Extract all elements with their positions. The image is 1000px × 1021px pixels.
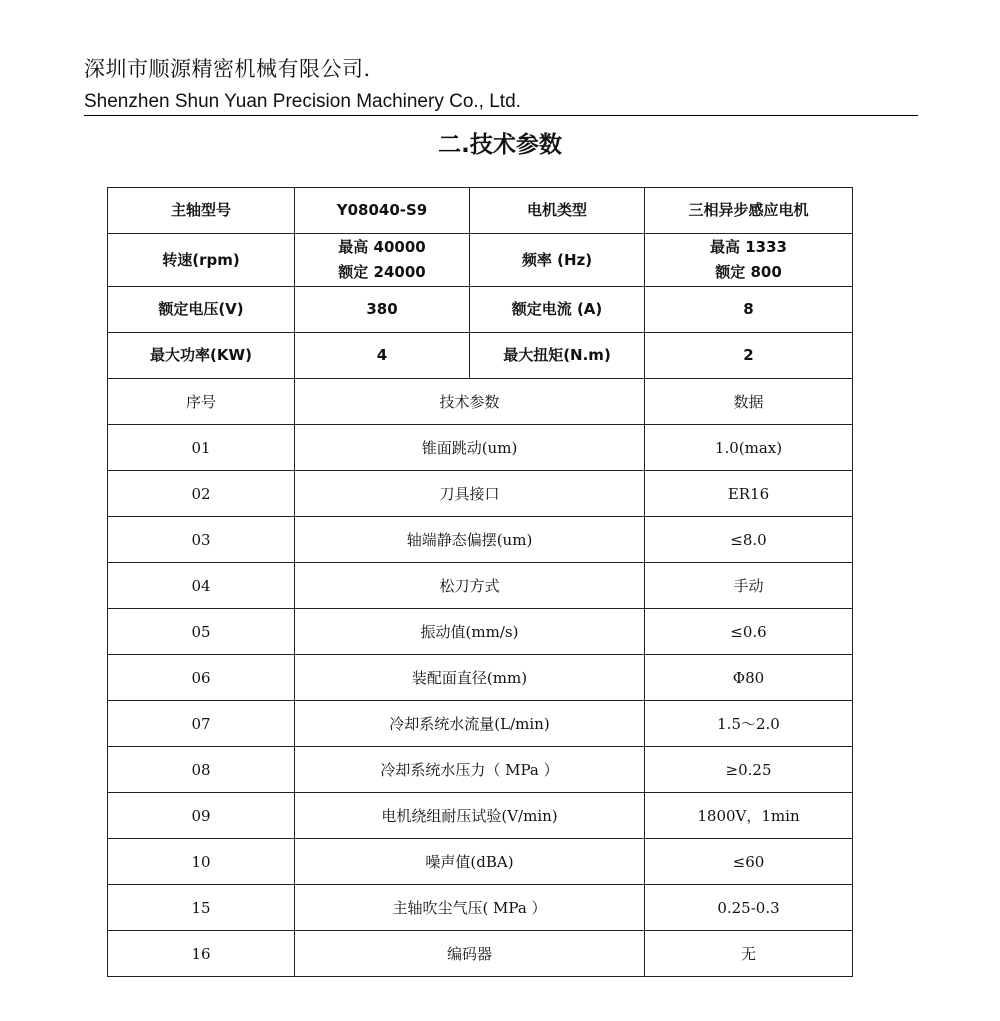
param-name: 冷却系统水压力（ MPa ） [295,747,645,793]
spec-label: 电机类型 [470,188,645,234]
spec-value-line: 4 [376,346,388,364]
spec-summary-row [108,234,853,287]
param-index: 03 [108,517,295,563]
spec-value-line: Y08040-S9 [336,201,428,219]
param-index: 07 [108,701,295,747]
param-value: 1800V，1min [645,793,853,839]
spec-summary-row [108,188,853,234]
spec-value [295,234,470,287]
spec-value-line: 最高 40000 [338,238,426,256]
header-divider [84,115,918,116]
table-row [108,839,853,885]
param-index: 08 [108,747,295,793]
param-value: ≤8.0 [645,517,853,563]
table-row [108,655,853,701]
param-name: 锥面跳动(um) [295,425,645,471]
spec-value-line: 8 [743,300,754,318]
spec-value-line: 额定 800 [715,263,782,281]
table-row [108,563,853,609]
spec-value [295,333,470,379]
company-name-english: Shenzhen Shun Yuan Precision Machinery Co., Ltd. [84,91,521,112]
param-value: 1.0(max) [645,425,853,471]
param-header-index: 序号 [108,379,295,425]
spec-value [295,287,470,333]
param-index: 01 [108,425,295,471]
table-row [108,609,853,655]
spec-label: 额定电流 (A) [470,287,645,333]
company-header [84,55,918,115]
param-value: 1.5～2.0 [645,701,853,747]
spec-value [295,188,470,234]
spec-value-line: 三相异步感应电机 [688,201,809,219]
param-header-value: 数据 [645,379,853,425]
spec-value-line: 380 [366,300,398,318]
param-name: 振动值(mm/s) [295,609,645,655]
spec-value [645,287,853,333]
table-row [108,471,853,517]
spec-value [645,333,853,379]
param-name: 主轴吹尘气压( MPa ） [295,885,645,931]
spec-label: 主轴型号 [108,188,295,234]
param-index: 15 [108,885,295,931]
table-row [108,793,853,839]
table-row [108,747,853,793]
param-name: 噪声值(dBA) [295,839,645,885]
param-name: 刀具接口 [295,471,645,517]
param-header-row [108,379,853,425]
param-value: 手动 [645,563,853,609]
spec-summary-row [108,287,853,333]
spec-value-line: 2 [743,346,754,364]
spec-summary-row [108,333,853,379]
param-name: 冷却系统水流量(L/min) [295,701,645,747]
spec-value [645,234,853,287]
spec-label: 最大扭矩(N.m) [470,333,645,379]
param-name: 松刀方式 [295,563,645,609]
spec-label: 频率 (Hz) [470,234,645,287]
spec-table [107,187,853,977]
param-value: 0.25-0.3 [645,885,853,931]
spec-label: 额定电压(V) [108,287,295,333]
spec-label: 转速(rpm) [108,234,295,287]
param-index: 16 [108,931,295,977]
param-index: 09 [108,793,295,839]
param-name: 装配面直径(mm) [295,655,645,701]
spec-value-line: 最高 1333 [710,238,787,256]
table-row [108,931,853,977]
param-header-name: 技术参数 [295,379,645,425]
param-value: ≥0.25 [645,747,853,793]
table-row [108,425,853,471]
param-name: 轴端静态偏摆(um) [295,517,645,563]
param-index: 05 [108,609,295,655]
section-title: 二.技术参数 [438,132,562,158]
spec-value [645,188,853,234]
param-index: 06 [108,655,295,701]
param-name: 电机绕组耐压试验(V/min) [295,793,645,839]
param-value: 无 [645,931,853,977]
table-row [108,701,853,747]
spec-value-line: 额定 24000 [338,263,426,281]
param-value: ≤0.6 [645,609,853,655]
param-value: ≤60 [645,839,853,885]
param-index: 10 [108,839,295,885]
param-name: 编码器 [295,931,645,977]
param-index: 02 [108,471,295,517]
table-row [108,517,853,563]
param-value: ER16 [645,471,853,517]
table-row [108,885,853,931]
spec-label: 最大功率(KW) [108,333,295,379]
company-name-chinese: 深圳市顺源精密机械有限公司. [84,57,371,81]
param-value: Φ80 [645,655,853,701]
param-index: 04 [108,563,295,609]
